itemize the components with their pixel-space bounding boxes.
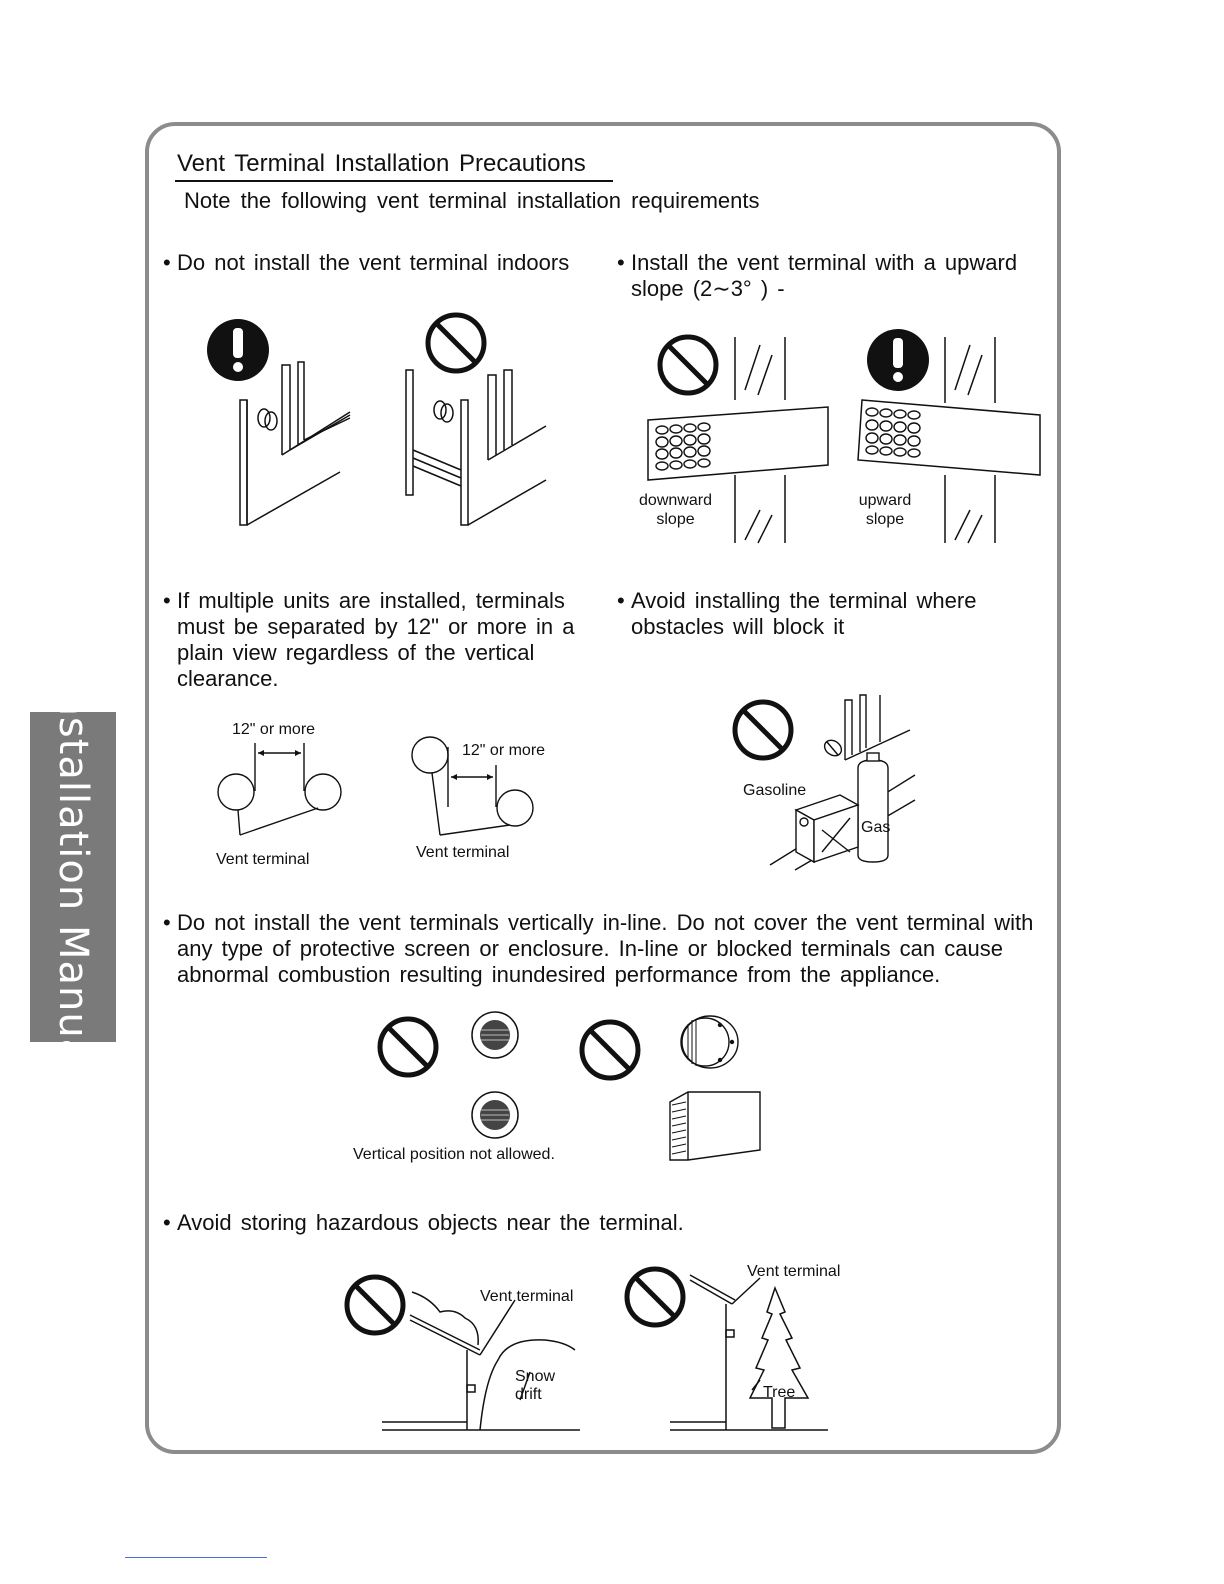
prohibited-icon: [380, 1019, 436, 1075]
multiple-text: If multiple units are installed, terminals must be separated by 12" or more in a plain view regardless of the vertical clearance.: [177, 588, 575, 691]
bullet: •: [163, 1210, 171, 1235]
tree-scene: [670, 1275, 828, 1430]
vent-terminal-label-left: Vent terminal: [216, 851, 310, 868]
prohibited-icon: [428, 315, 484, 371]
vent-lower: [472, 1092, 518, 1138]
obstacles-text: Avoid installing the terminal where obstacles will block it: [631, 588, 977, 639]
indoor-wall-scene: [406, 370, 546, 525]
indoor-illustration: [200, 300, 560, 540]
prohibited-icon: [660, 337, 716, 393]
page-title: Vent Terminal Installation Precautions: [177, 150, 586, 177]
snow-drift-scene: [382, 1292, 580, 1430]
caution-icon: [867, 329, 929, 391]
footer-rule: [125, 1557, 267, 1558]
slope-text: Install the vent terminal with a upward slope (2∼3° ) -: [631, 250, 1018, 301]
vent-terminal-label-snow: Vent terminal: [480, 1288, 574, 1305]
outdoor-wall-scene: [240, 362, 350, 525]
inline-text: Do not install the vent terminals vertically in-line. Do not cover the vent terminal with any type of protective screen or enclosure. In-line or blocked terminals can cause abnormal combustion resulting inundesired performance from the appliance.: [177, 910, 1034, 987]
prohibited-icon: [347, 1277, 403, 1333]
side-tab-label: Installation Manual: [50, 677, 96, 1077]
downward-holes: [656, 423, 710, 470]
hazard-illustration: [340, 1260, 860, 1435]
caution-icon: [207, 319, 269, 381]
upward-slope-label: upward slope: [858, 492, 912, 528]
vertical-not-allowed-label: Vertical position not allowed.: [353, 1146, 555, 1163]
gasoline-label: Gasoline: [743, 782, 807, 799]
tree-label: Tree: [763, 1384, 796, 1401]
prohibited-icon: [627, 1269, 683, 1325]
side-tab: [30, 677, 116, 1077]
bullet: •: [617, 588, 625, 613]
page-subtitle: Note the following vent terminal installation requirements: [184, 188, 760, 213]
bullet: •: [163, 588, 171, 613]
screen-cover: [681, 1016, 738, 1068]
spacing-label-offset: 12" or more: [462, 742, 546, 759]
title-underline: [175, 180, 613, 182]
vent-upper: [472, 1012, 518, 1058]
bullet: •: [617, 250, 625, 275]
gas-label: Gas: [861, 819, 891, 836]
bullet: •: [163, 910, 171, 935]
enclosure-box: [670, 1092, 760, 1160]
vent-terminal-label-tree: Vent terminal: [747, 1263, 841, 1280]
snow-drift-label: Snow drift: [515, 1368, 556, 1403]
vent-terminal-label-right: Vent terminal: [416, 844, 510, 861]
indoors-text: Do not install the vent terminal indoors: [177, 250, 570, 275]
spacing-label-horizontal: 12" or more: [232, 721, 316, 738]
prohibited-icon: [735, 702, 791, 758]
upward-holes: [866, 408, 920, 457]
downward-slope-label: downward slope: [639, 492, 712, 528]
bullet: •: [163, 250, 171, 275]
hazard-text: Avoid storing hazardous objects near the terminal.: [177, 1210, 684, 1235]
prohibited-icon: [582, 1022, 638, 1078]
